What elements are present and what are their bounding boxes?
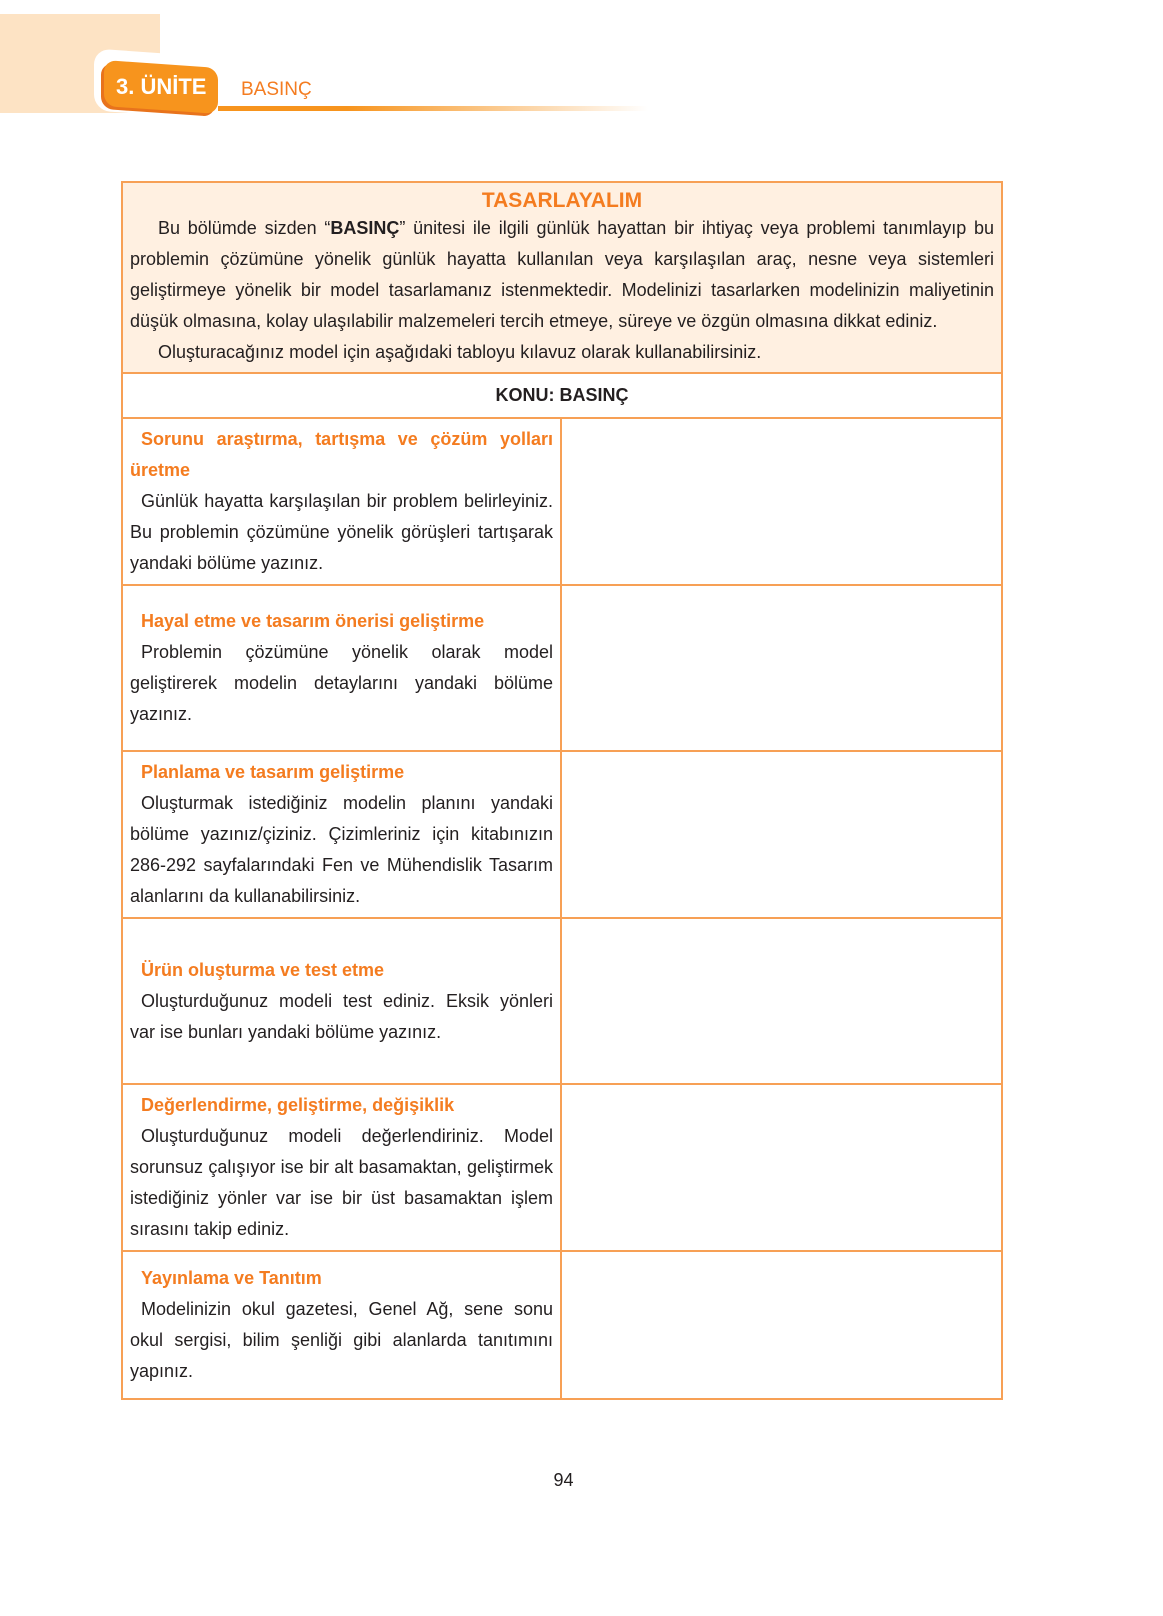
- intro-section: [123, 183, 1001, 372]
- answer-cell[interactable]: [562, 752, 1001, 917]
- answer-cell[interactable]: [562, 919, 1001, 1083]
- step-heading: Sorunu araştırma, tartışma ve çözüm yolları üretme: [130, 429, 553, 480]
- intro-text-pre: Bu bölümde sizden “: [158, 218, 331, 238]
- step-heading: Planlama ve tasarım geliştirme: [141, 762, 405, 782]
- step-text: Günlük hayatta karşılaşılan bir problem belirleyiniz. Bu problemin çözümüne yönelik görüşleri tartışarak yandaki bölüme yazınız.: [130, 491, 553, 573]
- intro-text-bold: BASINÇ: [330, 218, 400, 238]
- step-heading: Ürün oluşturma ve test etme: [141, 959, 385, 980]
- table-row: [123, 417, 1001, 584]
- section-title: TASARLAYALIM: [481, 189, 643, 212]
- table-row: [123, 1250, 1001, 1398]
- answer-cell[interactable]: [562, 586, 1001, 750]
- answer-cell[interactable]: [562, 1252, 1001, 1398]
- design-table: [121, 181, 1003, 1400]
- step-heading: Hayal etme ve tasarım önerisi geliştirme: [141, 611, 485, 631]
- step-text: Modelinizin okul gazetesi, Genel Ağ, sene sonu okul sergisi, bilim şenliği gibi alanlarda tanıtımını yapınız.: [130, 1299, 553, 1381]
- unit-underline: [218, 106, 648, 111]
- unit-badge-label: 3. ÜNİTE: [115, 74, 207, 99]
- step-cell: [123, 919, 562, 1083]
- step-cell: [123, 419, 562, 584]
- table-row: [123, 750, 1001, 917]
- answer-cell[interactable]: [562, 1085, 1001, 1250]
- unit-name: BASINÇ: [241, 79, 312, 100]
- step-text: Oluşturduğunuz modeli test ediniz. Eksik yönleri var ise bunları yandaki bölüme yazınız.: [130, 990, 553, 1042]
- intro-paragraph-2: Oluşturacağınız model için aşağıdaki tabloyu kılavuz olarak kullanabilirsiniz.: [158, 342, 762, 362]
- step-cell: [123, 1252, 562, 1398]
- table-row: [123, 917, 1001, 1083]
- step-cell: [123, 1085, 562, 1250]
- step-text: Problemin çözümüne yönelik olarak model geliştirerek modelin detaylarını yandaki bölüme yazınız.: [130, 642, 553, 724]
- step-cell: [123, 586, 562, 750]
- intro-paragraph: [130, 213, 994, 337]
- page-number: 94: [553, 1470, 574, 1490]
- step-heading: Değerlendirme, geliştirme, değişiklik: [141, 1095, 455, 1115]
- answer-cell[interactable]: [562, 419, 1001, 584]
- table-row: [123, 1083, 1001, 1250]
- unit-badge: [104, 60, 218, 114]
- intro-text-post: ” ünitesi ile ilgili günlük hayattan bir ihtiyaç veya problemi tanımlayıp bu problemin çözümüne yönelik günlük hayatta kullanılan veya karşılaşılan araç, nesne veya sistemleri geliştirmeye yönelik bir model tasarlamanız istenmektedir. Modelinizi tasarlarken modelinizin maliyetinin düşük olmasına, kolay ulaşılabilir malzemeleri tercih etmeye, süreye ve özgün olmasına dikkat ediniz.: [130, 218, 994, 331]
- step-text: Oluşturduğunuz modeli değerlendiriniz. Model sorunsuz çalışıyor ise bir alt basamaktan, geliştirmek istediğiniz yönler var ise bir üst basamaktan işlem sırasını takip ediniz.: [130, 1126, 553, 1239]
- step-text: Oluşturmak istediğiniz modelin planını yandaki bölüme yazınız/çiziniz. Çizimleriniz için kitabınızın 286-292 sayfalarındaki Fen ve Mühendislik Tasarım alanlarını da kullanabilirsiniz.: [130, 793, 553, 906]
- topic-header: KONU: BASINÇ: [123, 372, 1001, 417]
- step-cell: [123, 752, 562, 917]
- step-heading: Yayınlama ve Tanıtım: [141, 1268, 322, 1288]
- table-row: [123, 584, 1001, 750]
